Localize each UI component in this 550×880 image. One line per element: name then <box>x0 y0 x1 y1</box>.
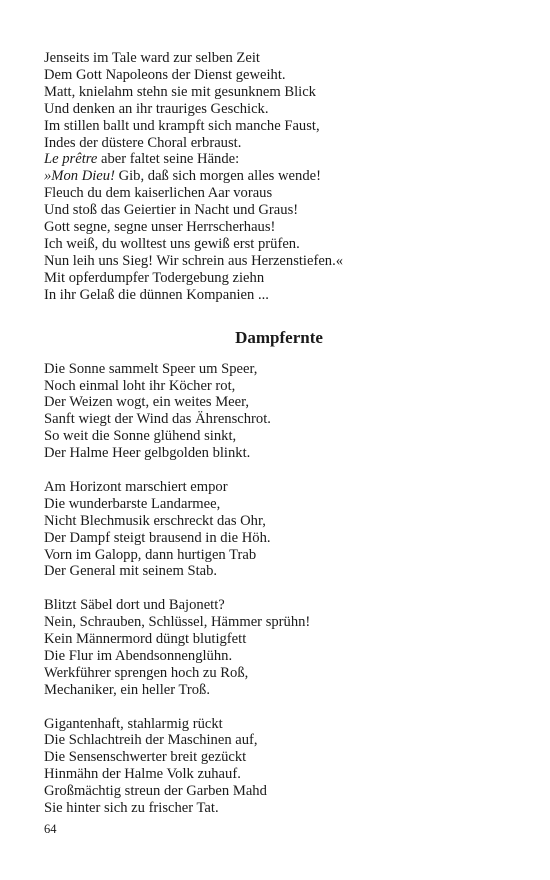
stanza <box>44 597 514 698</box>
poem-line: Nein, Schrauben, Schlüssel, Hämmer sprühn! <box>44 614 311 631</box>
stanza <box>44 479 514 580</box>
poem-line: Matt, knielahm stehn sie mit gesunknem Blick <box>44 83 316 100</box>
poem-dampfernte <box>44 361 514 817</box>
poem-line: Dem Gott Napoleons der Dienst geweiht. <box>44 66 286 83</box>
poem-line: Nicht Blechmusik erschreckt das Ohr, <box>44 512 266 529</box>
poem-line: Am Horizont marschiert empor <box>44 478 228 495</box>
poem-line: Indes der düstere Choral erbraust. <box>44 134 242 151</box>
poem-line: Der Dampf steigt brausend in die Höh. <box>44 529 271 546</box>
poem-line: Und stoß das Geiertier in Nacht und Graus! <box>44 202 299 219</box>
poem-line: Die Sonne sammelt Speer um Speer, <box>44 360 258 377</box>
poem-line: Der Weizen wogt, ein weites Meer, <box>44 394 250 411</box>
stanza-break <box>44 462 514 479</box>
poem-line: Hinmähn der Halme Volk zuhauf. <box>44 766 241 783</box>
first-poem-continuation <box>44 50 514 304</box>
poem-line: Werkführer sprengen hoch zu Roß, <box>44 664 249 681</box>
poem-line: Nun leih uns Sieg! Wir schrein aus Herzenstiefen.« <box>44 252 344 269</box>
page-number: 64 <box>44 822 57 836</box>
poem-line: Jenseits im Tale ward zur selben Zeit <box>44 50 260 66</box>
poem-line: Sanft wiegt der Wind das Ährenschrot. <box>44 411 271 428</box>
poem-line: Und denken an ihr trauriges Geschick. <box>44 100 269 117</box>
poem-line: Die Flur im Abendsonnenglühn. <box>44 647 233 664</box>
poem-line: Kein Männermord düngt blutigfett <box>44 631 247 648</box>
poem-line: Vorn im Galopp, dann hurtigen Trab <box>44 546 257 563</box>
poem-line: Ich weiß, du wolltest uns gewiß erst prüfen. <box>44 235 300 252</box>
italic-phrase: »Mon Dieu! <box>44 168 115 185</box>
poem-line: In ihr Gelaß die dünnen Kompanien ... <box>44 286 269 303</box>
poem-line: Großmächtig streun der Garben Mahd <box>44 783 267 800</box>
poem-line: Die wunderbarste Landarmee, <box>44 495 221 512</box>
poem-line: Die Sensenschwerter breit gezückt <box>44 749 247 766</box>
poem-line: Sie hinter sich zu frischer Tat. <box>44 800 219 817</box>
poem-line: Le prêtre aber faltet seine Hände: <box>44 151 240 168</box>
poem-line: Gigantenhaft, stahlarmig rückt <box>44 715 223 732</box>
poem-line: Der General mit seinem Stab. <box>44 563 218 580</box>
poem-line: Die Schlachtreih der Maschinen auf, <box>44 732 258 749</box>
poem-line: »Mon Dieu! Gib, daß sich morgen alles wende! <box>44 168 321 185</box>
stanza <box>44 716 514 817</box>
stanza <box>44 361 514 462</box>
stanza-break <box>44 699 514 716</box>
poem-line: Im stillen ballt und krampft sich manche Faust, <box>44 117 320 134</box>
poem-line: So weit die Sonne glühend sinkt, <box>44 428 237 445</box>
poem-line: Noch einmal loht ihr Köcher rot, <box>44 377 236 394</box>
page-body <box>44 50 514 817</box>
poem-line: Mit opferdumpfer Todergebung ziehn <box>44 269 265 286</box>
italic-phrase: Le prêtre <box>44 151 98 168</box>
poem-line: Gott segne, segne unser Herrscherhaus! <box>44 219 276 236</box>
poem-line: Der Halme Heer gelbgolden blinkt. <box>44 445 251 462</box>
poem-title: Dampfernte <box>235 327 323 347</box>
stanza-break <box>44 580 514 597</box>
poem-line: Fleuch du dem kaiserlichen Aar voraus <box>44 185 273 202</box>
poem-line: Mechaniker, ein heller Troß. <box>44 681 210 698</box>
poem-line: Blitzt Säbel dort und Bajonett? <box>44 597 225 614</box>
